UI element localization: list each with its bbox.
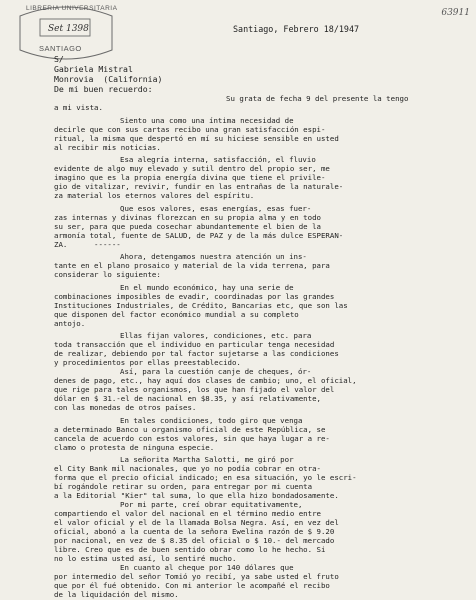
- body-line: armonía total, fuente de SALUD, de PAZ y de la más dulce ESPERAN-: [54, 230, 344, 240]
- body-line: compartiendo el valor del nacional en el término medio entre: [54, 509, 321, 519]
- body-line: libre. Creo que es de buen sentido obrar como lo he hecho. Si: [54, 545, 326, 555]
- body-line: Su grata de fecha 9 del presente la tengo: [226, 94, 409, 103]
- folio-number: 63911: [441, 8, 470, 18]
- body-line: que rige para tales organismos, los que han fijado el valor del: [54, 385, 335, 395]
- body-line: Que esos valores, esas energías, esas fuer-: [120, 203, 312, 213]
- body-line: decirle que con sus cartas recibo una gran satisfacción espi-: [54, 124, 326, 134]
- body-line: el City Bank mil nacionales, que yo no podía cobrar en otra-: [54, 464, 321, 474]
- body-line: por nacional, en vez de $ 8.35 del oficial o $ 10.- del mercado: [54, 536, 335, 546]
- recipient-line: S/: [54, 54, 64, 64]
- body-line: ZA. ------: [54, 239, 121, 249]
- body-line: el valor oficial y el de la llamada Bolsa Negra. Así, en vez del: [54, 518, 339, 528]
- body-line: bí rogándole retirar su orden, para entregar por mi cuenta: [54, 482, 313, 492]
- stamp-bottom-text: SANTIAGO: [39, 44, 82, 53]
- body-line: su ser, para que pueda cosechar abundantemente el bien de la: [54, 221, 321, 231]
- body-line: clamo o protesta de ninguna especie.: [54, 442, 215, 452]
- body-line: Por mi parte, creí obrar equitativamente,: [120, 500, 303, 510]
- body-line: Ellas fijan valores, condiciones, etc. para: [120, 331, 312, 341]
- body-line: combinaciones imposibles de evadir, coordinadas por las grandes: [54, 291, 335, 301]
- stamp-top-text: LIBRERIA UNIVERSITARIA: [26, 5, 118, 12]
- body-line: no lo estima usted así, lo sentiré mucho.: [54, 554, 237, 564]
- body-line: En el mundo económico, hay una serie de: [120, 282, 294, 292]
- body-line: En tales condiciones, todo giro que venga: [120, 415, 303, 425]
- body-line: tante en el plano prosaico y material de la vida terrena, para: [54, 261, 330, 271]
- body-line: oficial, abonó a la cuenta de la señora Ewelina razón de $ 9.20: [54, 527, 335, 537]
- body-line: dólar en $ 31.-el de nacional en $8.35, y así relativamente,: [54, 394, 321, 404]
- body-line: gio de vitalizar, revivir, fundir en las entrañas de la naturale-: [54, 182, 344, 192]
- body-line: de la liquidación del mismo.: [54, 590, 179, 599]
- body-line: a determinado Banco u organismo oficial de este República, se: [54, 424, 326, 434]
- body-line: Ahora, detengamos nuestra atención un ins-: [120, 252, 307, 262]
- body-line: a la Editorial "Kier" tal suma, lo que ella hizo bondadosamente.: [54, 491, 339, 501]
- body-line: que por él fué obtenido. Con mi anterior le acompañé el recibo: [54, 581, 330, 590]
- greeting: De mi buen recuerdo:: [54, 84, 153, 94]
- body-line: por intermedio del señor Tomió yo recibí, ya sabe usted el fruto: [54, 572, 339, 581]
- body-line: considerar lo siguiente:: [54, 270, 161, 280]
- recipient-line: Gabriela Mistral: [54, 64, 133, 74]
- place-date: Santiago, Febrero 18/1947: [233, 24, 360, 34]
- body-line: cancela de acuerdo con estos valores, sin que haya lugar a re-: [54, 433, 330, 443]
- body-line: que disponen del factor económico mundial a su completo: [54, 309, 299, 319]
- body-line: a mi vista.: [54, 103, 103, 112]
- body-line: Esa alegría interna, satisfacción, el fluvio: [120, 155, 316, 165]
- stamp-date-text: Set 1398: [48, 24, 89, 34]
- body-line: Instituciones Industriales, de Crédito, Bancarias etc, que son las: [54, 300, 348, 310]
- body-line: ritual, la misma que despertó en mí su hiciese sensible en usted: [54, 133, 339, 143]
- body-line: y procedimientos por ellas preestablecido.: [54, 358, 241, 368]
- body-line: antojo.: [54, 318, 86, 328]
- body-line: de realizar, debiendo por tal factor sujetarse a las condiciones: [54, 349, 339, 359]
- bookstore-stamp: [16, 2, 116, 64]
- body-line: Siento una como una íntima necesidad de: [120, 115, 294, 125]
- body-line: evidente de algo muy elevado y sutil dentro del propio ser, me: [54, 164, 330, 174]
- body-line: za material los eternos valores del espíritu.: [54, 191, 255, 200]
- body-line: La señorita Martha Salotti, me giró por: [120, 455, 294, 465]
- body-line: denes de pago, etc., hay aquí dos clases de cambio; uno, el oficial,: [54, 376, 357, 386]
- body-line: con las monedas de otros países.: [54, 403, 197, 413]
- body-line: Así, para la cuestión canje de cheques, ór-: [120, 367, 312, 377]
- body-line: imagino que es la propia energía divina que tiene el privile-: [54, 173, 326, 183]
- body-line: zas internas y divinas florezcan en su propia alma y en todo: [54, 212, 321, 222]
- recipient-line: Monrovia (California): [54, 74, 163, 84]
- body-line: al recibir mis noticias.: [54, 142, 161, 152]
- body-line: En cuanto al cheque por 140 dólares que: [120, 563, 294, 572]
- body-line: forma que el precio oficial indicado; en esa situación, yo le escri-: [54, 473, 357, 483]
- body-line: toda transacción que el individuo en particular tenga necesidad: [54, 340, 335, 350]
